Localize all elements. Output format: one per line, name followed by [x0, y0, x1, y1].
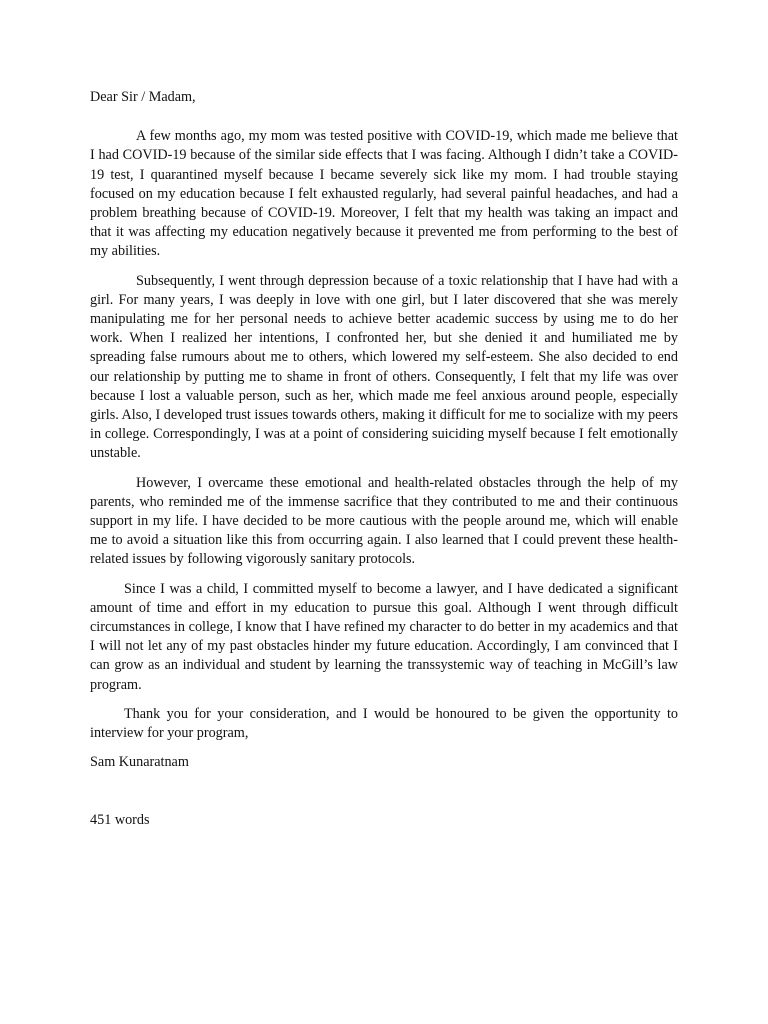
letter-signature: Sam Kunaratnam: [90, 754, 189, 771]
letter-salutation: Dear Sir / Madam,: [90, 89, 196, 105]
letter-closing: Thank you for your consideration, and I would be honoured to be given the opportunity to interview for your program,: [90, 705, 678, 742]
letter-paragraph-goal: Since I was a child, I committed myself to become a lawyer, and I have dedicated a significant amount of time and effort in my education to pursue this goal. Although I went through difficult circumstances in college, I know that I have refined my character to do better in my academics and that I will not let any of my past obstacles hinder my future education. Accordingly, I am convinced that I can grow as an individual and student by learning the transsystemic way of teaching in McGill’s law program.: [90, 580, 678, 693]
letter-paragraph-covid: A few months ago, my mom was tested positive with COVID-19, which made me believe that I had COVID-19 because of the similar side effects that I was facing. Although I didn’t take a COVID-19 test, I quarantined myself because I became severely sick like my mom. I had trouble staying focused on my education because I felt exhausted regularly, had several painful headaches, and had a problem breathing because of COVID-19. Moreover, I felt that my health was taking an impact and that it was affecting my education negatively because it prevented me from performing to the best of my abilities.: [90, 128, 678, 260]
letter-paragraph-depression: Subsequently, I went through depression because of a toxic relationship that I have had with a girl. For many years, I was deeply in love with one girl, but I later discovered that she was merely manipulating me for her personal needs to achieve better academic success by using me to do her work. When I realized her intentions, I confronted her, but she denied it and humiliated me by spreading false rumours about me to others, which lowered my self-esteem. She also decided to end our relationship by putting me to shame in front of others. Consequently, I felt that my life was over because I lost a valuable person, such as her, which made me feel anxious around people, especially girls. Also, I developed trust issues towards others, making it difficult for me to socialize with my peers in college. Correspondingly, I was at a point of considering suiciding myself because I felt emotionally unstable.: [90, 272, 678, 462]
word-count: 451 words: [90, 811, 150, 828]
letter-paragraph-overcoming: However, I overcame these emotional and health-related obstacles through the help of my parents, who reminded me of the immense sacrifice that they contributed to me and their continuous support in my life. I have decided to be more cautious with the people around me, which will enable me to avoid a situation like this from occurring again. I also learned that I could prevent these health-related issues by following vigorously sanitary protocols.: [90, 474, 678, 568]
letter-page: [90, 88, 678, 830]
